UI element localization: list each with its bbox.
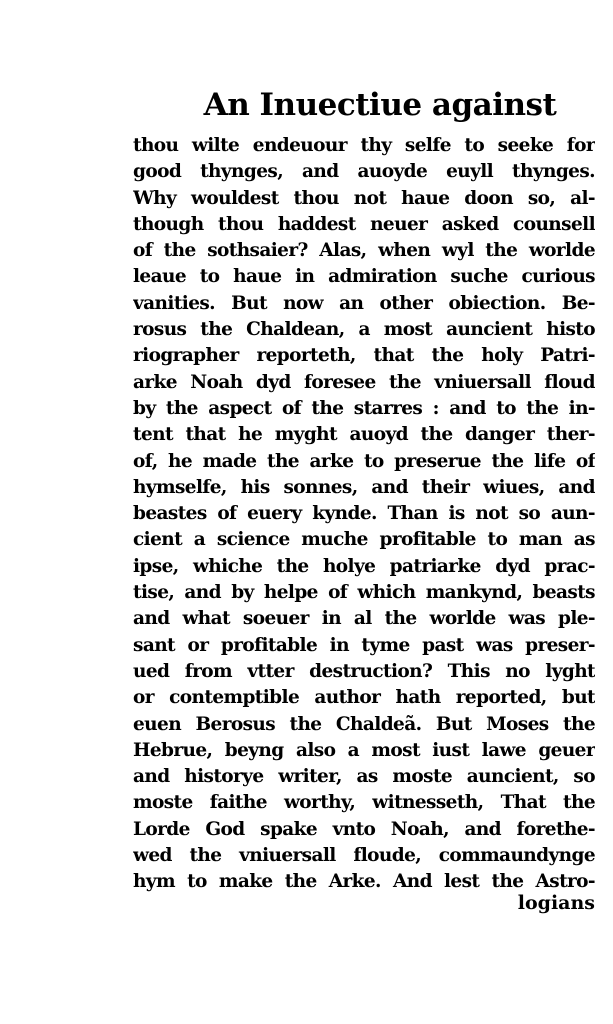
running-head: An Inuectiue against xyxy=(203,87,557,123)
text-line: hym to make the Arke. And lest the Astro- xyxy=(133,871,595,893)
text-line: tent that he myght auoyd the danger ther- xyxy=(133,424,595,446)
text-line: moste faithe worthy, witnesseth, That the xyxy=(133,792,595,814)
text-line: tise, and by helpe of which mankynd, beasts xyxy=(133,582,595,604)
text-line: leaue to haue in admiration suche curious xyxy=(133,266,595,288)
text-line: or contemptible author hath reported, but xyxy=(133,687,595,709)
text-line: by the aspect of the starres : and to the in- xyxy=(133,397,595,419)
text-line: cient a science muche profitable to man as xyxy=(133,529,595,551)
text-line: vanities. But now an other obiection. Be- xyxy=(133,292,595,314)
text-line: wed the vniuersall floude, commaundynge xyxy=(133,845,595,867)
text-line: sant or profitable in tyme past was preser- xyxy=(133,634,595,656)
text-line: and historye writer, as moste auncient, so xyxy=(133,766,595,788)
text-line: rosus the Chaldean, a most auncient histo xyxy=(133,319,595,341)
text-line: Why wouldest thou not haue doon so, al- xyxy=(133,187,595,209)
text-line: and what soeuer in al the worlde was ple- xyxy=(133,608,595,630)
text-line: thou wilte endeuour thy selfe to seeke for xyxy=(133,135,595,156)
text-line: ued from vtter destruction? This no lyght xyxy=(133,660,595,682)
text-line: Hebrue, beyng also a most iust lawe geuer xyxy=(133,739,595,761)
text-line: hymselfe, his sonnes, and their wiues, and xyxy=(133,476,595,498)
text-line: though thou haddest neuer asked counsell xyxy=(133,213,595,235)
text-line: good thynges, and auoyde euyll thynges. xyxy=(133,161,595,183)
text-line: Lorde God spake vnto Noah, and forethe- xyxy=(133,818,595,840)
catchword: logians xyxy=(517,892,595,914)
text-line: arke Noah dyd foresee the vniuersall floud xyxy=(133,371,595,393)
text-line: of the sothsaier? Alas, when wyl the worlde xyxy=(133,240,595,262)
text-line: riographer reporteth, that the holy Patri- xyxy=(133,345,595,367)
text-line: beastes of euery kynde. Than is not so aun- xyxy=(133,503,595,525)
text-line: euen Berosus the Chaldeã. But Moses the xyxy=(133,713,595,735)
text-line: ipse, whiche the holye patriarke dyd prac- xyxy=(133,555,595,577)
text-line: of, he made the arke to preserue the life of xyxy=(133,450,595,472)
body-text xyxy=(133,133,595,896)
